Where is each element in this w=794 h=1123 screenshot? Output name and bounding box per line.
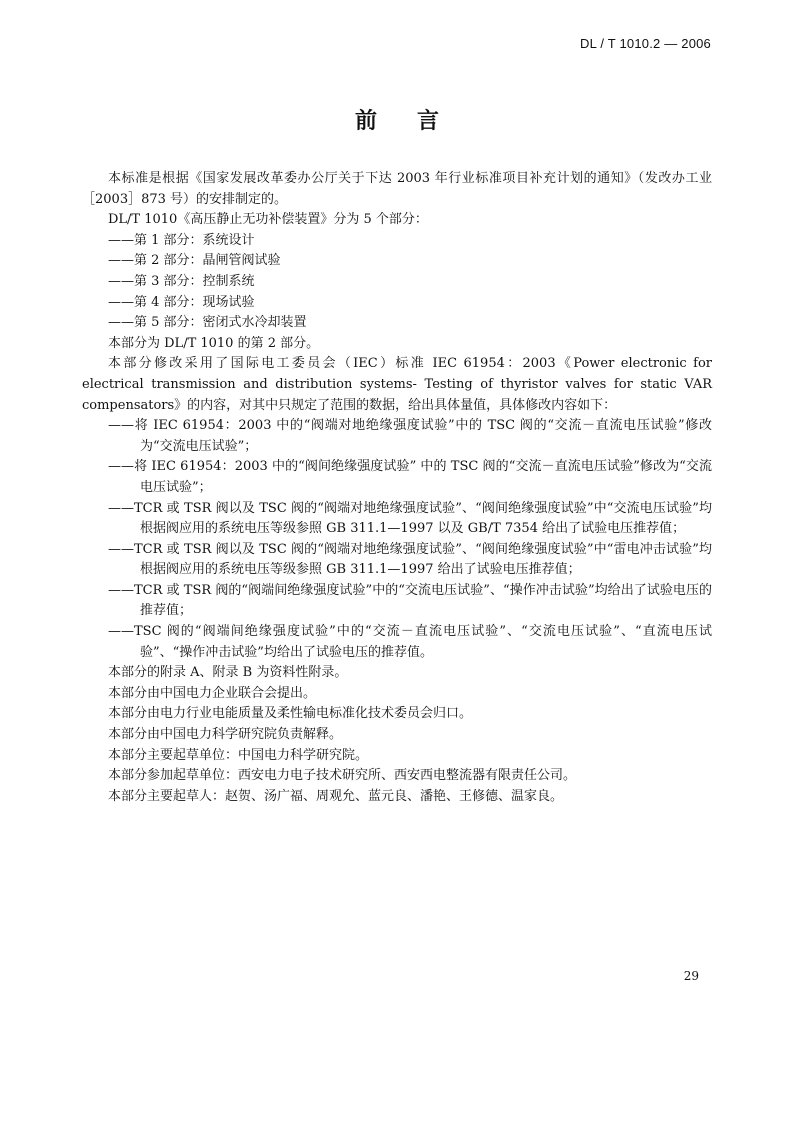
paragraph-modification: 本部分修改采用了国际电工委员会（IEC）标准 IEC 61954：2003《Power electronic for electrical transmission and distribution systems- Testing of thyristor valves for static VAR compensators》的内容，对其中只规定了范围的数据，给出具体量值，具体修改内容如下：: [82, 356, 712, 413]
paragraph-committee: 本部分由电力行业电能质量及柔性输电标准化技术委员会归口。: [108, 706, 473, 722]
paragraph-drafters: 本部分主要起草人：赵贺、汤广福、周观允、蓝元良、潘艳、王修德、温家良。: [108, 788, 564, 804]
foreword-body: [82, 169, 712, 807]
change-list-item: ——TCR 或 TSR 阀的“阀端间绝缘强度试验”中的“交流电压试验”、“操作冲击试验”均给出了试验电压的推荐值；: [108, 582, 712, 619]
page-number: 29: [683, 969, 699, 983]
part-list-item: ——第 4 部分：现场试验: [108, 294, 255, 310]
change-list-item: ——TSC 阀的“阀端间绝缘强度试验”中的“交流－直流电压试验”、“交流电压试验”、“直流电压试验”、“操作冲击试验”均给出了试验电压的推荐值。: [108, 624, 712, 660]
part-list-item: ——第 1 部分：系统设计: [108, 232, 255, 248]
change-list-item: ——将 IEC 61954：2003 中的“阀间绝缘强度试验” 中的 TSC 阀的“交流－直流电压试验”修改为“交流电压试验”；: [108, 459, 712, 495]
paragraph-this-part: 本部分为 DL/T 1010 的第 2 部分。: [108, 335, 320, 351]
paragraph-main-drafter-org: 本部分主要起草单位：中国电力科学研究院。: [108, 747, 369, 763]
change-list-item: ——将 IEC 61954：2003 中的“阀端对地绝缘强度试验”中的 TSC 阀的“交流－直流电压试验”修改为“交流电压试验”；: [108, 418, 712, 454]
part-list-item: ——第 2 部分：晶闸管阀试验: [108, 253, 281, 269]
standard-number: DL / T 1010.2 — 2006: [580, 36, 711, 51]
part-list-item: ——第 5 部分：密闭式水冷却装置: [108, 315, 307, 331]
paragraph-participating-orgs: 本部分参加起草单位：西安电力电子技术研究所、西安西电整流器有限责任公司。: [108, 768, 577, 784]
change-list-item: ——TCR 或 TSR 阀以及 TSC 阀的“阀端对地绝缘强度试验”、“阀间绝缘强度试验”中“交流电压试验”均根据阀应用的系统电压等级参照 GB 311.1—1997 以及 GB/T 7354 给出了试验电压推荐值；: [108, 500, 712, 537]
page-title: 前言: [354, 109, 479, 134]
paragraph-interpretation: 本部分由中国电力科学研究院负责解释。: [108, 727, 343, 743]
paragraph-basis: 本标准是根据《国家发展改革委办公厅关于下达 2003 年行业标准项目补充计划的通知》（发改办工业［2003］873 号）的安排制定的。: [82, 171, 712, 207]
change-list-item: ——TCR 或 TSR 阀以及 TSC 阀的“阀端对地绝缘强度试验”、“阀间绝缘强度试验”中“雷电冲击试验”均根据阀应用的系统电压等级参照 GB 311.1—1997 给出了试验电压推荐值；: [108, 541, 712, 578]
paragraph-structure: DL/T 1010《高压静止无功补偿装置》分为 5 个部分：: [108, 212, 428, 228]
paragraph-proposer: 本部分由中国电力企业联合会提出。: [108, 685, 317, 701]
part-list-item: ——第 3 部分：控制系统: [108, 273, 255, 289]
paragraph-annexes: 本部分的附录 A、附录 B 为资料性附录。: [108, 665, 348, 681]
